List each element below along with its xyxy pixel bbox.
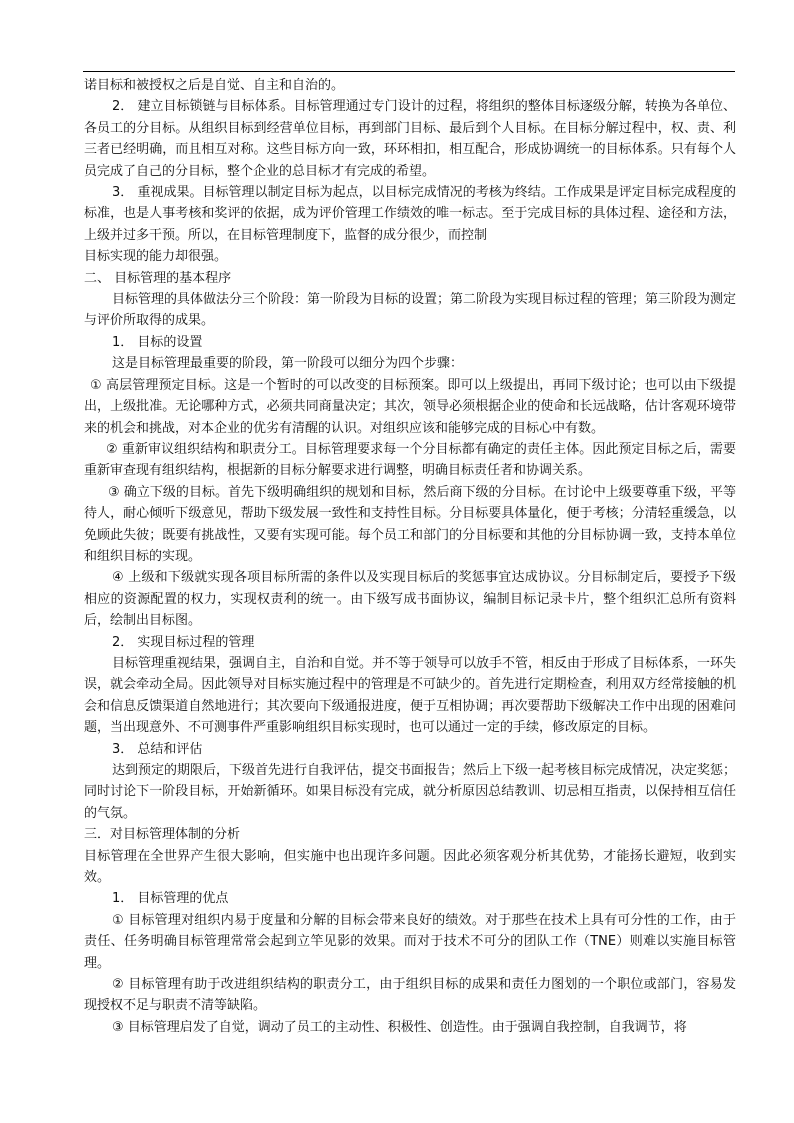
paragraph: ① 目标管理对组织内易于度量和分解的目标会带来良好的绩效。对于那些在技术上具有可分性的工作，由于责任、任务明确目标管理常常会起到立竿见影的效果。而对于技术不可分的团队工作（TNE）则难以实施目标管理。 bbox=[84, 912, 736, 971]
subsection-heading: 2． 实现目标过程的管理 bbox=[112, 634, 255, 650]
subsection-heading: 1． 目标管理的优点 bbox=[112, 891, 229, 907]
paragraph: 目标管理重视结果，强调自主，自治和自觉。并不等于领导可以放手不管，相反由于形成了目标体系，一环失误，就会牵动全局。因此领导对目标实施过程中的管理是不可缺少的。首先进行定期检查，利用双方经常接触的机会和信息反馈渠道自然地进行；其次要向下级通报进度，便于互相协调；再次要帮助下级解决工作中出现的困难问题，当出现意外、不可测事件严重影响组织目标实现时，也可以通过一定的手续，修改原定的目标。 bbox=[84, 655, 737, 736]
header-rule bbox=[83, 71, 735, 72]
document-body bbox=[84, 75, 736, 1038]
paragraph: ② 重新审议组织结构和职责分工。目标管理要求每一个分目标都有确定的责任主体。因此预定目标之后，需要重新审查现有组织结构，根据新的目标分解要求进行调整，明确目标责任者和协调关系。 bbox=[84, 441, 736, 479]
paragraph: ④ 上级和下级就实现各项目标所需的条件以及实现目标后的奖惩事宜达成协议。分目标制定后，要授予下级相应的资源配置的权力，实现权责利的统一。由下级写成书面协议，编制目标记录卡片，整个组织汇总所有资料后，绘制出目标图。 bbox=[84, 570, 736, 629]
paragraph: 诺目标和被授权之后是自觉、自主和自治的。 bbox=[84, 78, 345, 93]
section-heading: 二、 目标管理的基本程序 bbox=[84, 270, 232, 286]
paragraph: 2． 建立目标锁链与目标体系。目标管理通过专门设计的过程，将组织的整体目标逐级分解，转换为各单位、各员工的分目标。从组织目标到经营单位目标，再到部门目标、最后到个人目标。在目标分解过程中，权、责、利三者已经明确，而且相互对称。这些目标方向一致，环环相扣，相互配合，形成协调统一的目标体系。只有每个人员完成了自己的分目标，整个企业的总目标才有完成的希望。 bbox=[84, 99, 736, 179]
subsection-heading: 3． 总结和评估 bbox=[112, 741, 203, 757]
subsection-heading: 1． 目标的设置 bbox=[112, 334, 203, 350]
paragraph: ③ 目标管理启发了自觉，调动了员工的主动性、积极性、创造性。由于强调自我控制，自我调节，将 bbox=[112, 1019, 687, 1035]
paragraph: ② 目标管理有助于改进组织结构的职责分工，由于组织目标的成果和责任力图划的一个职位或部门，容易发现授权不足与职责不清等缺陷。 bbox=[84, 977, 736, 1014]
paragraph: ③ 确立下级的目标。首先下级明确组织的规划和目标，然后商下级的分目标。在讨论中上级要尊重下级，平等待人，耐心倾听下级意见，帮助下级发展一致性和支持性目标。分目标要具体量化，便于考核；分清轻重缓急，以免顾此失彼；既要有挑战性，又要有实现可能。每个员工和部门的分目标要和其他的分目标协调一致，支持本单位和组织目标的实现。 bbox=[84, 484, 736, 564]
paragraph: 目标管理在全世界产生很大影响，但实施中也出现许多问题。因此必须客观分析其优势，才能扬长避短，收到实效。 bbox=[84, 848, 736, 886]
paragraph: ① 高层管理预定目标。这是一个暂时的可以改变的目标预案。即可以上级提出，再同下级讨论；也可以由下级提出，上级批准。无论哪种方式，必须共同商量决定；其次，领导必须根据企业的使命和长远战略，估计客观环境带来的机会和挑战，对本企业的优劣有清醒的认识。对组织应该和能够完成的目标心中有数。 bbox=[84, 377, 736, 436]
paragraph: 3． 重视成果。目标管理以制定目标为起点，以目标完成情况的考核为终结。工作成果是评定目标完成程度的标准，也是人事考核和奖评的依据，成为评价管理工作绩效的唯一标志。至于完成目标的具体过程、途径和方法，上级并过多干预。所以，在目标管理制度下，监督的成分很少，而控制 bbox=[84, 185, 736, 243]
paragraph: 这是目标管理最重要的阶段，第一阶段可以细分为四个步骤： bbox=[112, 356, 464, 372]
paragraph: 目标管理的具体做法分三个阶段：第一阶段为目标的设置；第二阶段为实现目标过程的管理；第三阶段为测定与评价所取得的成果。 bbox=[84, 292, 737, 329]
paragraph: 目标实现的能力却很强。 bbox=[84, 249, 228, 265]
section-heading: 三．对目标管理体制的分析 bbox=[84, 827, 241, 843]
paragraph: 达到预定的期限后，下级首先进行自我评估，提交书面报告；然后上下级一起考核目标完成情况，决定奖惩；同时讨论下一阶段目标，开始新循环。如果目标没有完成，就分析原因总结教训、切忌相互指责，以保持相互信任的气氛。 bbox=[84, 763, 737, 821]
